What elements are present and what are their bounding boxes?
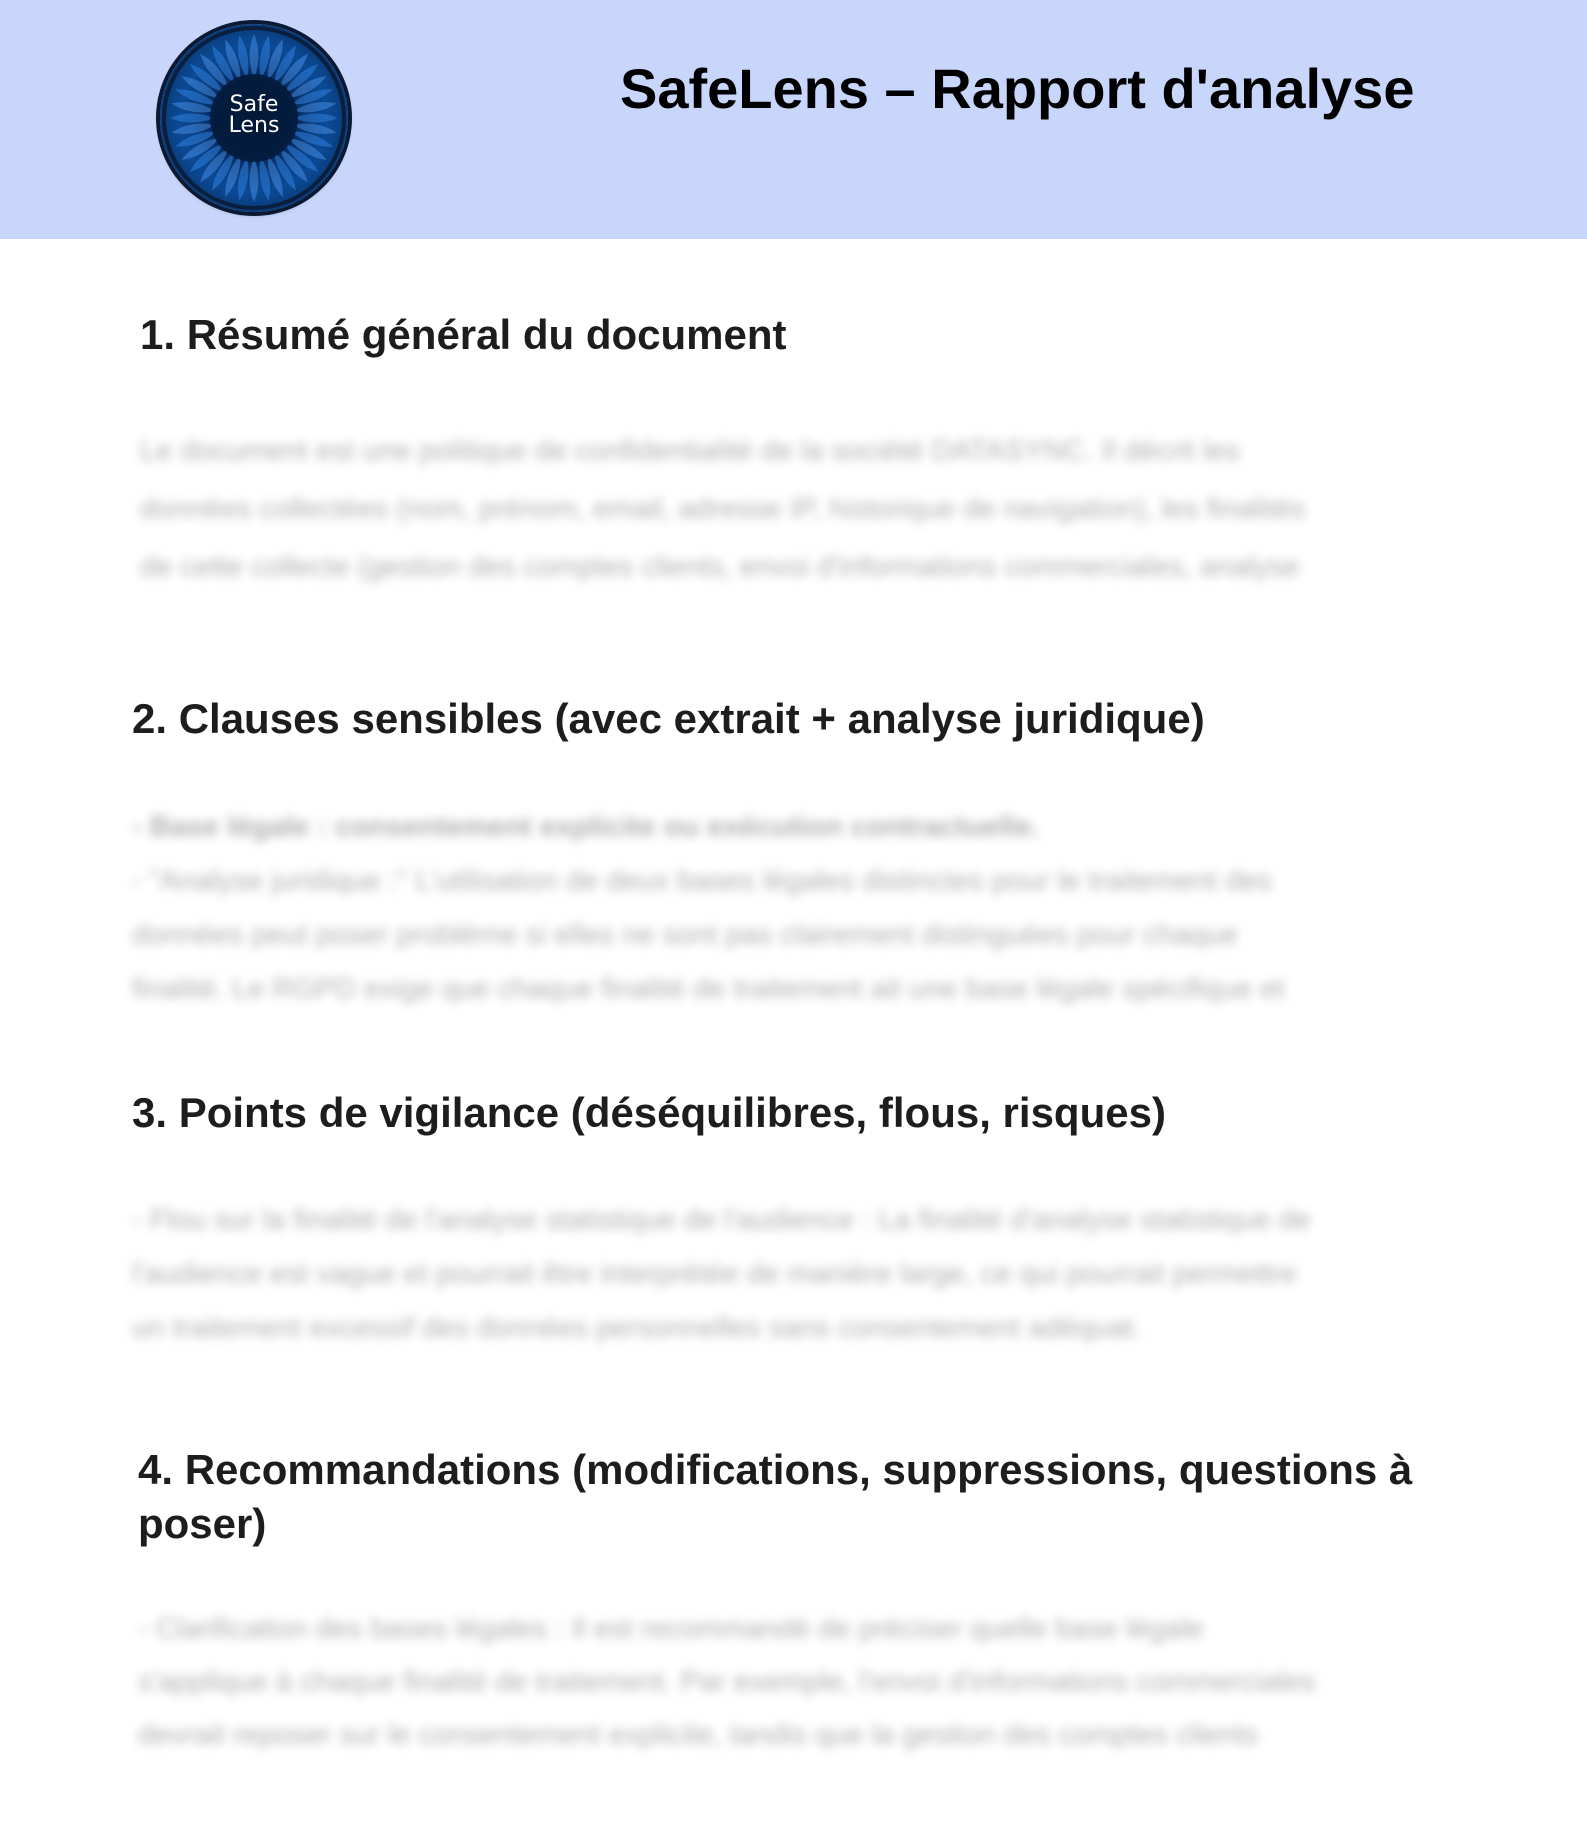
body-line: de cette collecte (gestion des comptes clients, envoi d'informations commerciales, analyse [140,551,1300,583]
body-line: données collectées (nom, prénom, email, adresse IP, historique de navigation), les finalités [140,493,1305,525]
report-header [0,0,1587,239]
body-line: - Flou sur la finalité de l'analyse statistique de l'audience : La finalité d'analyse statistique de [132,1204,1311,1236]
section-heading-vigilance-points: 3. Points de vigilance (déséquilibres, flous, risques) [132,1089,1166,1136]
body-line: s'applique à chaque finalité de traitement. Par exemple, l'envoi d'informations commerciales [138,1666,1316,1698]
report-title: SafeLens – Rapport d'analyse [620,57,1415,120]
section-heading-summary: 1. Résumé général du document [140,311,787,358]
logo-text: Safe Lens [228,92,280,138]
section-body-sensitive-clauses [132,800,1432,1016]
safelens-logo [160,24,348,212]
body-line: - Base légale : consentement explicite ou exécution contractuelle. [132,811,1040,843]
section-heading-recommendations: 4. Recommandations (modifications, suppressions, questions à poser) [138,1446,1413,1547]
section-body-summary [140,422,1520,596]
body-line: un traitement excessif des données personnelles sans consentement adéquat. [132,1312,1142,1344]
body-line: - Clarification des bases légales : Il est recommandé de préciser quelle base légale [138,1613,1204,1645]
body-line: finalité. Le RGPD exige que chaque finalité de traitement ait une base légale spécifique et [132,973,1285,1005]
iris-petal [250,158,259,202]
section-heading-sensitive-clauses: 2. Clauses sensibles (avec extrait + analyse juridique) [132,695,1205,742]
iris-petal [250,34,259,78]
body-line: - "Analyse juridique :" L'utilisation de deux bases légales distinctes pour le traitement des [132,865,1273,897]
body-line: données peut poser problème si elles ne sont pas clairement distinguées pour chaque [132,919,1238,951]
body-line: devrait reposer sur le consentement explicite, tandis que la gestion des comptes clients [138,1719,1259,1751]
body-line: l'audience est vague et pourrait être interprétée de manière large, ce qui pourrait permettre [132,1258,1297,1290]
section-body-recommendations [138,1603,1458,1762]
body-line: Le document est une politique de confidentialité de la société DATASYNC. Il décrit les [140,435,1240,467]
section-body-vigilance-points [132,1193,1512,1355]
